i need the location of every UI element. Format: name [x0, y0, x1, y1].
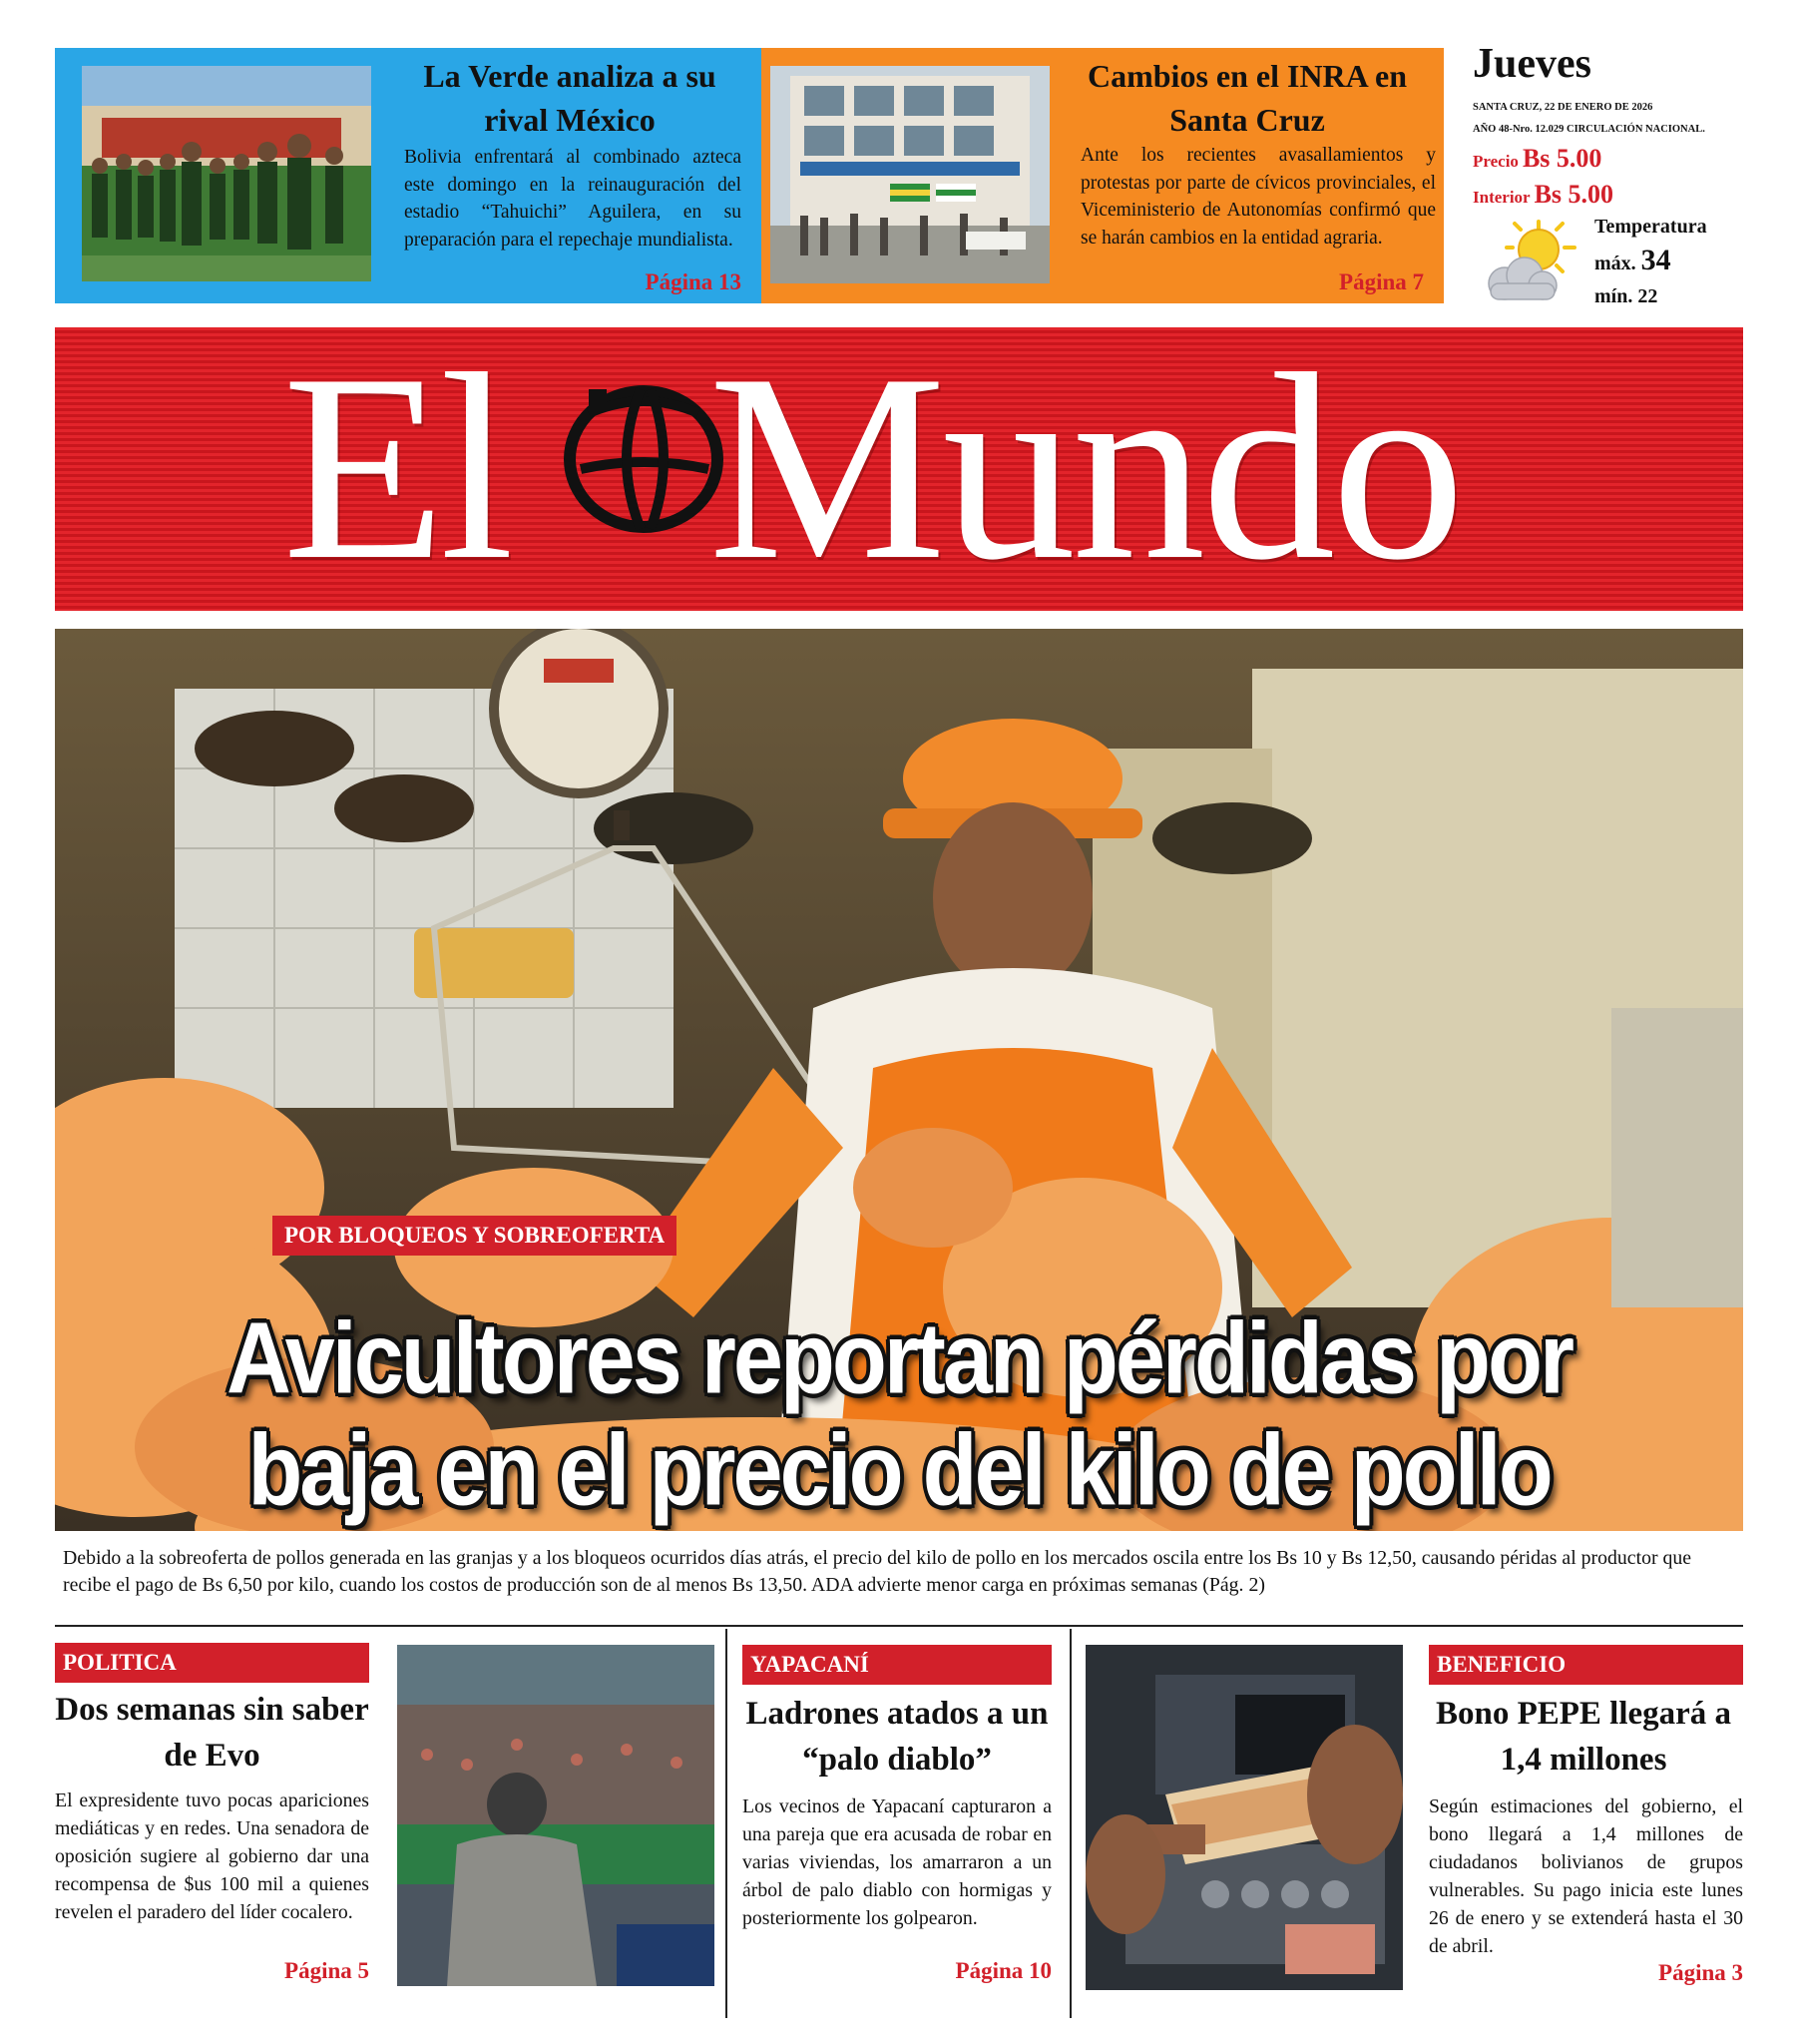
section-politica[interactable]: POLITICA — [55, 1643, 369, 1683]
story-bono-title[interactable]: Bono PEPE llegará a 1,4 millones — [1435, 1696, 1732, 1778]
coliseum-crowd-image — [397, 1645, 714, 1986]
story-yapacani-title[interactable]: Ladrones atados a un “palo diablo” — [745, 1696, 1049, 1778]
temperature-min — [1594, 285, 1657, 308]
teaser-inra-photo — [770, 66, 1050, 283]
column-divider-2 — [1070, 1629, 1072, 2018]
inra-building-image — [770, 66, 1050, 283]
edition-place-date: SANTA CRUZ, 22 DE ENERO DE 2026 — [1473, 102, 1653, 113]
edition-issue: AÑO 48-Nro. 12.029 CIRCULACIÓN NACIONAL. — [1473, 124, 1705, 135]
min-value: 22 — [1637, 285, 1658, 307]
teaser-sports-title[interactable]: La Verde analiza a su rival México — [423, 58, 716, 138]
football-team-image — [82, 66, 371, 281]
teaser-inra-body: Ante los recientes avasallamientos y protestas por parte de cívicos provinciales, el Viceministerio de Autonomías confirmó que se harán cambios en la entidad agraria. — [1081, 145, 1436, 249]
temperature-max — [1594, 244, 1671, 277]
story-evo-body: El expresidente tuvo pocas apariciones mediáticas y en redes. Una senadora de oposición sugiere al gobierno dar una recompensa de $us 100 mil a quienes revelen el paradero del líder cocalero. — [55, 1789, 369, 1923]
section-divider — [55, 1625, 1743, 1627]
story-bono-page[interactable]: Página 3 — [1658, 1960, 1743, 1985]
teaser-inra-title[interactable]: Cambios en el INRA en Santa Cruz — [1087, 58, 1407, 138]
interior-value: Bs 5.00 — [1534, 180, 1614, 209]
hero-headline-line-1: Avicultores reportan pérdidas por — [226, 1303, 1572, 1415]
teaser-sports[interactable] — [55, 48, 761, 303]
story-evo-page[interactable]: Página 5 — [284, 1958, 369, 1983]
section-beneficio[interactable]: BENEFICIO — [1429, 1645, 1743, 1685]
story-evo-photo — [397, 1645, 714, 1986]
max-label: máx. — [1594, 253, 1636, 274]
edition-day: Jueves — [1473, 41, 1591, 87]
partly-cloudy-icon — [1477, 218, 1576, 313]
max-value: 34 — [1640, 244, 1671, 276]
masthead-el: El — [282, 318, 509, 615]
section-yapacani[interactable]: YAPACANÍ — [742, 1645, 1052, 1685]
hero-story[interactable] — [55, 629, 1743, 1531]
price-value: Bs 5.00 — [1522, 144, 1602, 173]
teaser-sports-body: Bolivia enfrentará al combinado azteca este domingo en la reinauguración del estadio “Tahuichi” Aguilera, en su preparación para el repechaje mundialista. — [404, 147, 741, 251]
globe-logo-icon — [559, 369, 728, 549]
story-evo-title[interactable]: Dos semanas sin saber de Evo — [55, 1692, 369, 1774]
masthead[interactable] — [55, 318, 1743, 615]
story-bono-body: Según estimaciones del gobierno, el bono llegará a 1,4 millones de ciudadanos bolivianos de grupos vulnerables. Su pago inicia este lunes 26 de enero y se extenderá hasta el 30 de abril. — [1429, 1795, 1743, 1957]
teaser-inra-page[interactable]: Página 7 — [1339, 269, 1424, 294]
edition-interior-price — [1473, 180, 1613, 210]
column-divider-1 — [725, 1629, 727, 2018]
hero-lead: Debido a la sobreoferta de pollos generada en las granjas y a los bloqueos ocurridos días atrás, el precio del kilo de pollo en los mercados oscila entre los Bs 10 y Bs 12,50, causando péridas al productor que recibe el pago de Bs 6,50 por kilo, cuando los costos de producción son de al menos Bs 13,50. ADA advierte menor carga en próximas semanas (Pág. 2) — [63, 1547, 1692, 1596]
story-yapacani-body: Los vecinos de Yapacaní capturaron a una pareja que era acusada de robar en varias viviendas, los amarraron a un árbol de palo diablo con hormigas y posteriormente los golpearon. — [742, 1795, 1052, 1929]
story-yapacani-page[interactable]: Página 10 — [955, 1958, 1052, 1983]
edition-price — [1473, 144, 1601, 174]
hero-headline-line-2: baja en el precio del kilo de pollo — [247, 1415, 1551, 1527]
min-label: mín. — [1594, 285, 1633, 307]
teaser-sports-photo — [82, 66, 371, 281]
money-counter-image — [1086, 1645, 1403, 1990]
interior-label: Interior — [1473, 188, 1531, 207]
edition-info — [1469, 40, 1768, 309]
masthead-mundo: Mundo — [708, 318, 1462, 615]
story-bono-photo — [1086, 1645, 1403, 1990]
hero-kicker: POR BLOQUEOS Y SOBREOFERTA — [272, 1216, 676, 1256]
teaser-inra[interactable] — [761, 48, 1444, 303]
hero-headline[interactable] — [55, 1303, 1743, 1527]
teaser-sports-page[interactable]: Página 13 — [645, 269, 741, 294]
price-label: Precio — [1473, 152, 1519, 171]
temperature-label: Temperatura — [1594, 216, 1707, 238]
